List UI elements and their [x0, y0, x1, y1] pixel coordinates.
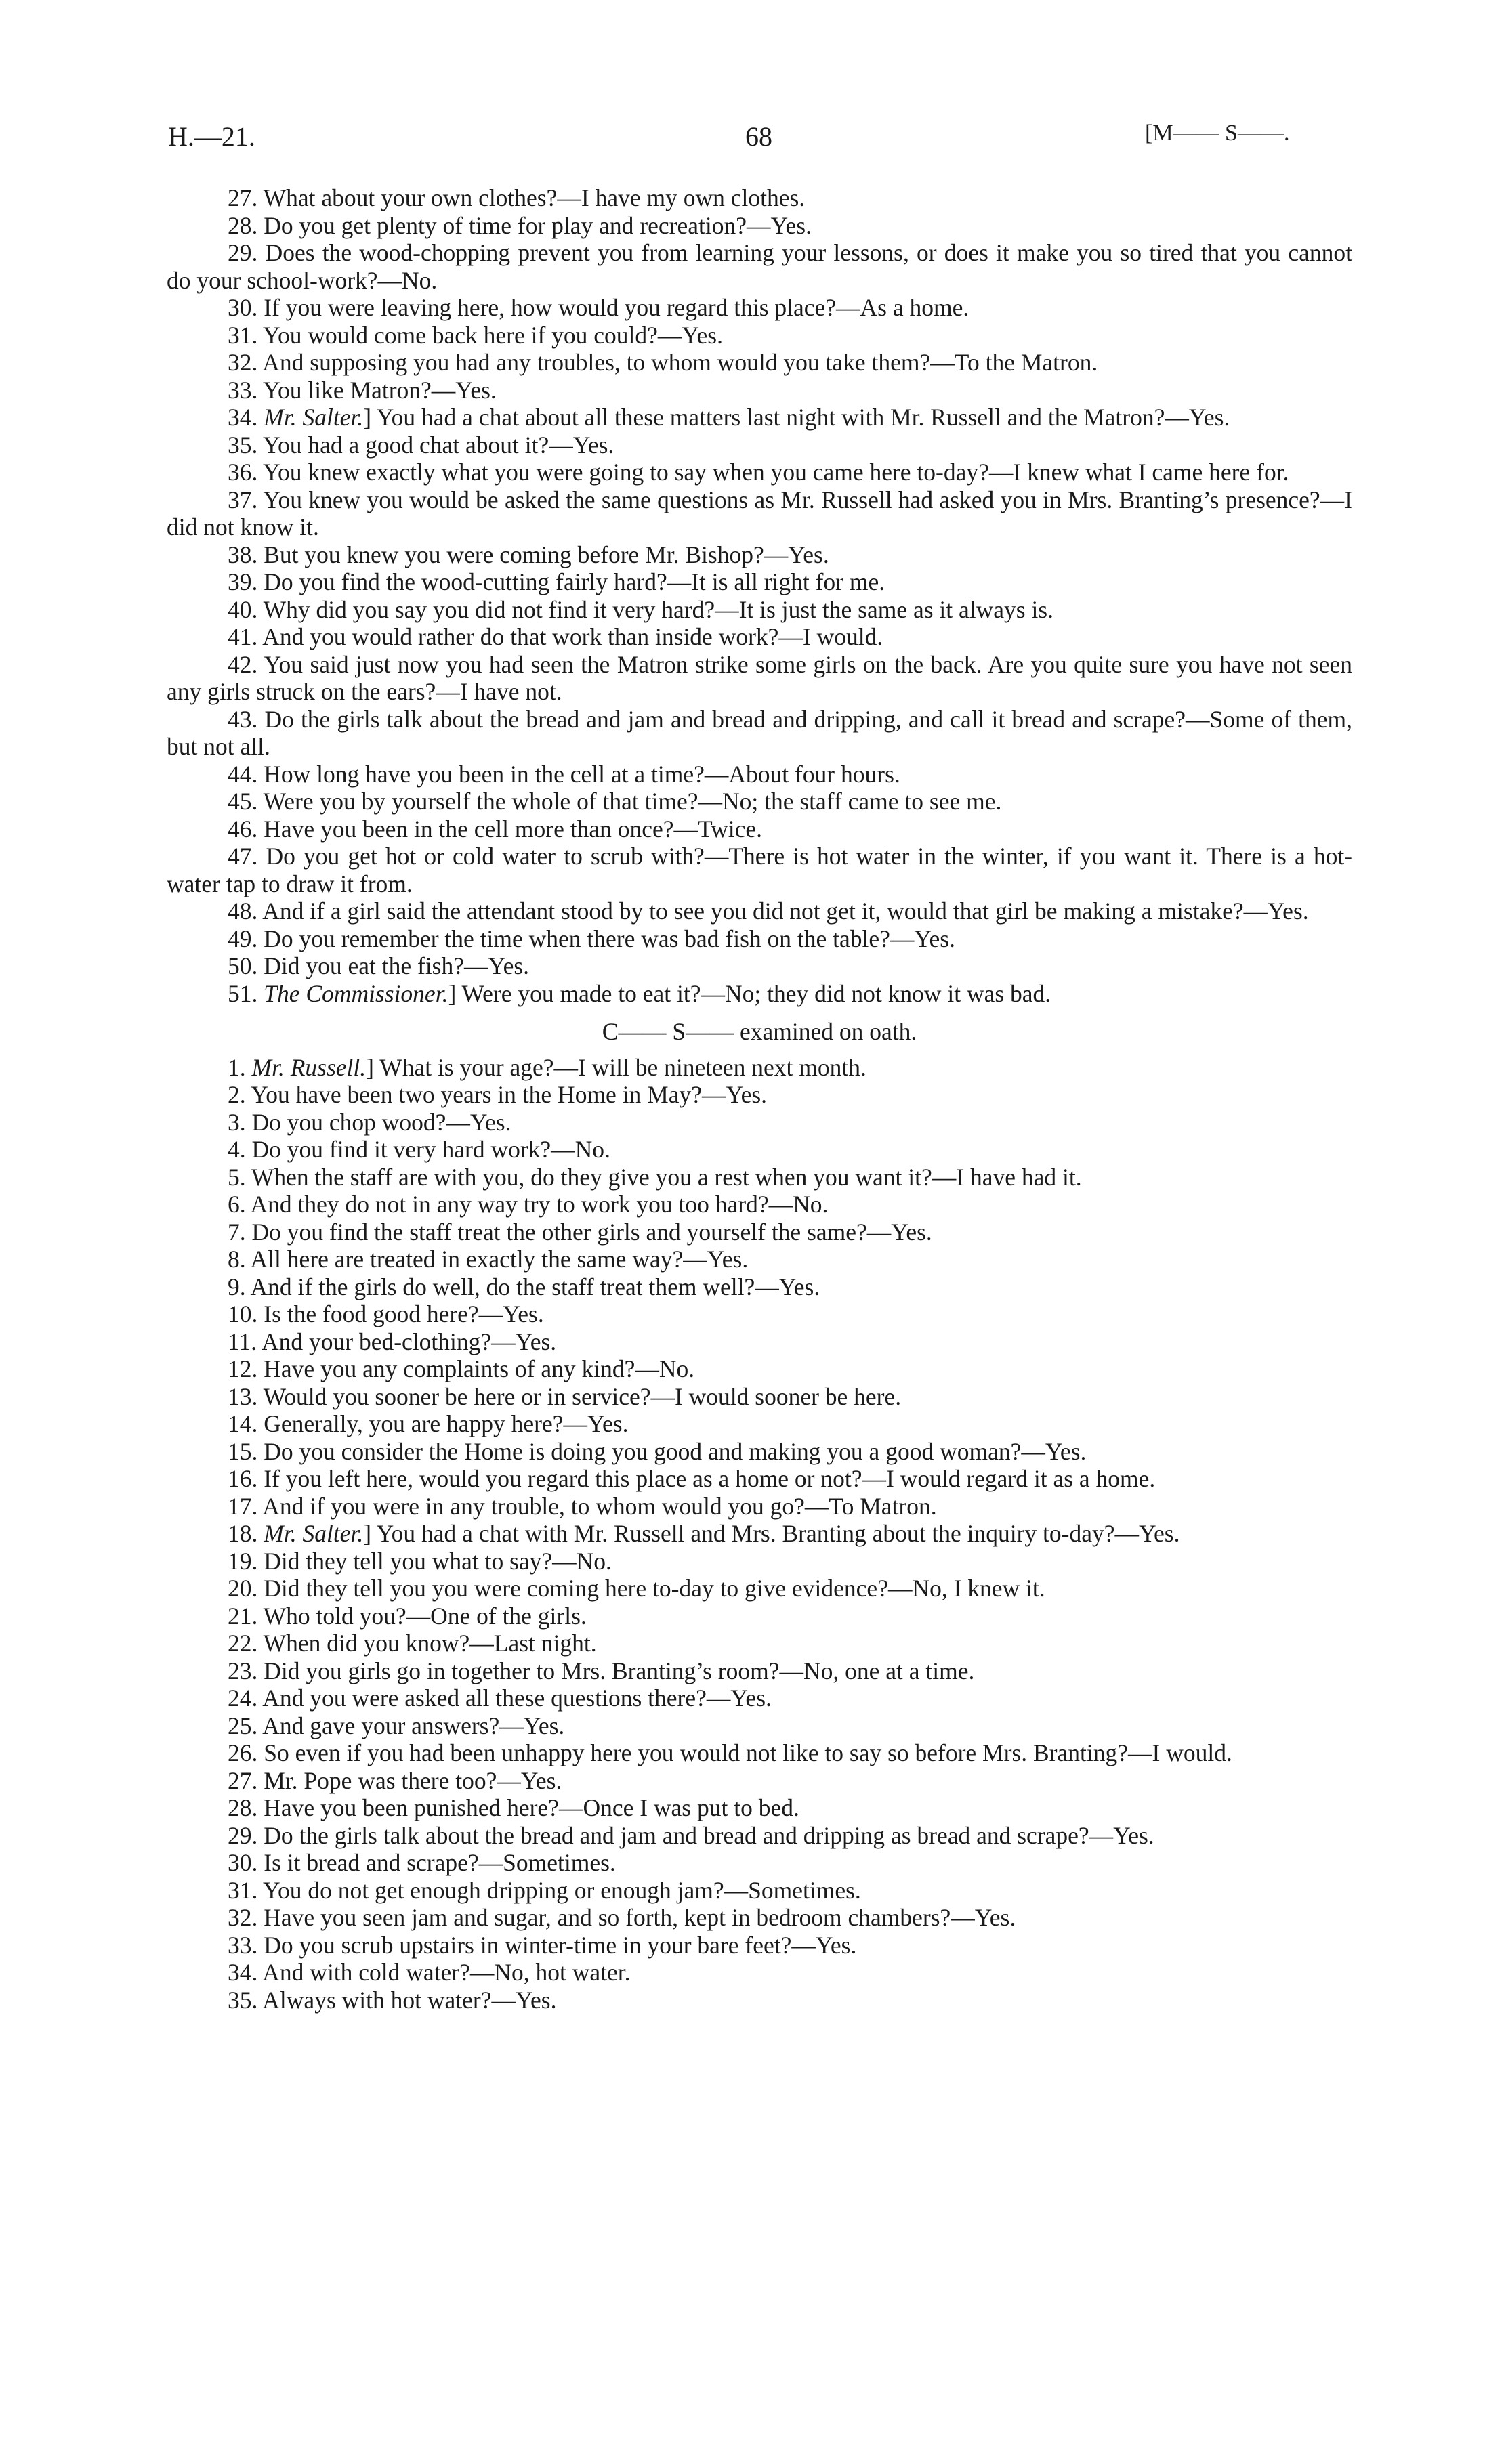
question-number: 46.: [228, 815, 258, 843]
question-answer-text: Why did you say you did not find it very hard?—It is just the same as it always is.: [263, 595, 1053, 623]
question-answer-text: When did you know?—Last night.: [263, 1630, 597, 1657]
question-number: 29.: [228, 1821, 258, 1849]
question-answer-text: And they do not in any way try to work you too hard?—No.: [250, 1191, 829, 1218]
speaker-name: Mr. Salter.: [264, 404, 364, 431]
question-answer-text: Generally, you are happy here?—Yes.: [264, 1410, 629, 1437]
question-answer-text: Have you seen jam and sugar, and so forth, kept in bedroom chambers?—Yes.: [264, 1904, 1016, 1931]
question-number: 51.: [228, 979, 258, 1007]
question-number: 29.: [228, 239, 258, 266]
question-number: 41.: [228, 623, 258, 650]
question-answer-text: Did you eat the fish?—Yes.: [264, 952, 530, 979]
question-answer-text: You knew exactly what you were going to say when you came here to-day?—I knew what I came here for.: [262, 459, 1289, 486]
testimony-paragraph: [167, 925, 1352, 953]
question-number: 11.: [228, 1327, 257, 1355]
testimony-paragraph: [167, 486, 1352, 541]
testimony-paragraph: [167, 843, 1352, 897]
question-number: 26.: [228, 1739, 258, 1766]
testimony-paragraph: [167, 706, 1352, 761]
question-number: 33.: [228, 376, 258, 404]
testimony-paragraph: [167, 1109, 1352, 1137]
testimony-paragraph: [167, 1300, 1352, 1328]
question-number: 6.: [228, 1191, 246, 1218]
question-answer-text: Who told you?—One of the girls.: [263, 1602, 587, 1630]
testimony-paragraph: [167, 1794, 1352, 1822]
question-number: 7.: [228, 1218, 246, 1246]
question-number: 20.: [228, 1575, 258, 1602]
question-answer-text: You do not get enough dripping or enough jam?—Sometimes.: [262, 1876, 861, 1904]
question-number: 14.: [228, 1410, 258, 1437]
question-answer-text: Did they tell you what to say?—No.: [264, 1547, 612, 1575]
question-number: 39.: [228, 568, 258, 595]
question-number: 4.: [228, 1136, 246, 1163]
question-answer-text: Is the food good here?—Yes.: [264, 1300, 544, 1327]
question-answer-text: Is it bread and scrape?—Sometimes.: [264, 1849, 616, 1876]
testimony-paragraph: [167, 1602, 1352, 1630]
question-answer-text: Do you find the wood-cutting fairly hard?—It is all right for me.: [264, 568, 885, 595]
question-number: 40.: [228, 595, 258, 623]
testimony-paragraph: 1. Mr. Russell.] What is your age?—I will be nineteen next month.: [228, 1053, 866, 1081]
testimony-paragraph: [167, 952, 1352, 980]
question-answer-text: Do you consider the Home is doing you good and making you a good woman?—Yes.: [264, 1437, 1087, 1465]
question-number: 31.: [228, 321, 258, 349]
question-number: 33.: [228, 1931, 258, 1959]
question-number: 28.: [228, 211, 258, 239]
testimony-paragraph: [167, 1932, 1352, 1959]
question-number: 28.: [228, 1794, 258, 1821]
question-answer-text: So even if you had been unhappy here you would not like to say so before Mrs. Branting?—I would.: [264, 1739, 1232, 1766]
question-answer-text: You like Matron?—Yes.: [262, 376, 497, 404]
testimony-paragraph: [167, 761, 1352, 788]
question-answer-text: What about your own clothes?—I have my own clothes.: [263, 184, 806, 211]
question-answer-text: Do you chop wood?—Yes.: [251, 1108, 511, 1136]
question-answer-text: You had a chat with Mr. Russell and Mrs. Branting about the inquiry to-day?—Yes.: [376, 1520, 1180, 1547]
testimony-paragraph: 34. Mr. Salter.] You had a chat about all these matters last night with Mr. Russell and the Matron?—Yes.: [228, 404, 1230, 431]
question-number: 34.: [228, 404, 258, 431]
question-answer-text: Do you find it very hard work?—No.: [251, 1136, 610, 1163]
question-answer-text: And you were asked all these questions there?—Yes.: [262, 1684, 772, 1712]
testimony-section-1: [167, 184, 1352, 1007]
testimony-paragraph: [167, 239, 1352, 294]
question-answer-text: Did you girls go in together to Mrs. Branting’s room?—No, one at a time.: [264, 1657, 975, 1684]
question-number: 15.: [228, 1437, 258, 1465]
question-answer-text: Do you scrub upstairs in winter-time in your bare feet?—Yes.: [264, 1931, 857, 1959]
question-number: 49.: [228, 925, 258, 952]
testimony-paragraph: [167, 788, 1352, 815]
testimony-paragraph: [167, 431, 1352, 459]
testimony-paragraph: 51. The Commissioner.] Were you made to eat it?—No; they did not know it was bad.: [228, 979, 1051, 1007]
question-number: 3.: [228, 1108, 246, 1136]
testimony-paragraph: [167, 1959, 1352, 1987]
question-number: 37.: [228, 486, 258, 513]
question-number: 2.: [228, 1081, 246, 1108]
question-answer-text: You had a good chat about it?—Yes.: [262, 431, 614, 459]
testimony-paragraph: [167, 349, 1352, 377]
testimony-paragraph: [167, 1136, 1352, 1164]
question-number: 25.: [228, 1712, 258, 1739]
question-answer-text: What is your age?—I will be nineteen next month.: [379, 1053, 866, 1081]
testimony-paragraph: [167, 1164, 1352, 1191]
question-answer-text: When the staff are with you, do they give you a rest when you want it?—I have had it.: [251, 1163, 1082, 1191]
question-number: 1.: [228, 1053, 246, 1081]
page-number: 68: [745, 121, 772, 152]
testimony-paragraph: [167, 541, 1352, 569]
header-reference: H.—21.: [168, 121, 255, 152]
question-answer-text: Do you find the staff treat the other girls and yourself the same?—Yes.: [251, 1218, 932, 1246]
question-number: 44.: [228, 760, 258, 788]
question-answer-text: And if you were in any trouble, to whom would you go?—To Matron.: [262, 1492, 937, 1520]
question-number: 35.: [228, 431, 258, 459]
testimony-paragraph: [167, 1438, 1352, 1466]
testimony-paragraph: [167, 1218, 1352, 1246]
question-number: 31.: [228, 1876, 258, 1904]
testimony-section-2: [167, 1054, 1352, 2014]
question-number: 16.: [228, 1465, 258, 1492]
testimony-body: [167, 184, 1352, 2014]
question-answer-text: If you left here, would you regard this place as a home or not?—I would regard it as a home.: [264, 1465, 1156, 1492]
question-answer-text: Do you get hot or cold water to scrub with?—There is hot water in the winter, if you want it. There is a hot-water tap to draw it from.: [167, 843, 1353, 897]
question-answer-text: Did they tell you you were coming here to-day to give evidence?—No, I knew it.: [264, 1575, 1045, 1602]
question-number: 23.: [228, 1657, 258, 1684]
question-answer-text: If you were leaving here, how would you regard this place?—As a home.: [264, 294, 969, 321]
testimony-paragraph: [167, 1383, 1352, 1411]
question-number: 9.: [228, 1273, 246, 1300]
testimony-paragraph: [167, 459, 1352, 486]
question-answer-text: You said just now you had seen the Matron strike some girls on the back. Are you quite sure you have not seen any girls struck on the ears?—I have not.: [167, 650, 1353, 705]
testimony-paragraph: [167, 623, 1352, 651]
testimony-paragraph: [167, 1191, 1352, 1218]
question-number: 38.: [228, 540, 258, 568]
testimony-paragraph: [167, 1548, 1352, 1575]
question-number: 18.: [228, 1520, 258, 1547]
question-number: 32.: [228, 1904, 258, 1931]
question-answer-text: And you would rather do that work than inside work?—I would.: [262, 623, 883, 650]
question-number: 12.: [228, 1355, 258, 1382]
testimony-paragraph: [167, 1712, 1352, 1740]
question-number: 47.: [228, 843, 258, 870]
question-answer-text: Does the wood-chopping prevent you from learning your lessons, or does it make you so tired that you cannot do your school-work?—No.: [167, 239, 1352, 294]
question-number: 27.: [228, 184, 258, 211]
question-answer-text: You had a chat about all these matters last night with Mr. Russell and the Matron?—Yes.: [376, 404, 1230, 431]
question-answer-text: Were you made to eat it?—No; they did not know it was bad.: [461, 979, 1051, 1007]
question-answer-text: Have you been punished here?—Once I was put to bed.: [264, 1794, 799, 1821]
testimony-paragraph: [167, 1493, 1352, 1521]
question-answer-text: But you knew you were coming before Mr. Bishop?—Yes.: [264, 540, 829, 568]
question-answer-text: Do the girls talk about the bread and jam and bread and dripping, and call it bread and scrape?—Some of them, but not all.: [167, 705, 1352, 760]
testimony-paragraph: [167, 1849, 1352, 1877]
question-number: 24.: [228, 1684, 258, 1712]
question-answer-text: Have you any complaints of any kind?—No.: [264, 1355, 695, 1382]
testimony-paragraph: [167, 1575, 1352, 1602]
question-number: 27.: [228, 1766, 258, 1794]
question-number: 32.: [228, 349, 258, 376]
testimony-paragraph: [167, 1904, 1352, 1932]
testimony-paragraph: [167, 1246, 1352, 1273]
question-number: 13.: [228, 1382, 258, 1410]
testimony-paragraph: [167, 651, 1352, 706]
question-number: 8.: [228, 1246, 246, 1273]
testimony-paragraph: [167, 1410, 1352, 1438]
question-answer-text: All here are treated in exactly the same way?—Yes.: [250, 1246, 749, 1273]
testimony-paragraph: [167, 1657, 1352, 1685]
question-answer-text: Were you by yourself the whole of that time?—No; the staff came to see me.: [263, 788, 1002, 815]
question-answer-text: And if the girls do well, do the staff treat them well?—Yes.: [250, 1273, 820, 1300]
question-number: 35.: [228, 1986, 258, 2014]
question-number: 30.: [228, 1849, 258, 1876]
question-number: 34.: [228, 1959, 258, 1986]
question-number: 19.: [228, 1547, 258, 1575]
testimony-paragraph: [167, 1465, 1352, 1493]
testimony-paragraph: [167, 1081, 1352, 1109]
question-number: 21.: [228, 1602, 258, 1630]
examination-heading: C—— S—— examined on oath.: [602, 1018, 917, 1045]
testimony-paragraph: [167, 294, 1352, 322]
testimony-paragraph: [167, 815, 1352, 843]
question-answer-text: And supposing you had any troubles, to whom would you take them?—To the Matron.: [262, 349, 1098, 376]
question-number: 10.: [228, 1300, 258, 1327]
question-answer-text: Have you been in the cell more than once?—Twice.: [264, 815, 763, 843]
testimony-paragraph: 18. Mr. Salter.] You had a chat with Mr. Russell and Mrs. Branting about the inquiry to-day?—Yes.: [228, 1520, 1180, 1547]
question-answer-text: Would you sooner be here or in service?—I would sooner be here.: [263, 1382, 902, 1410]
question-answer-text: You would come back here if you could?—Yes.: [262, 321, 723, 349]
testimony-paragraph: [167, 1877, 1352, 1905]
question-number: 5.: [228, 1163, 246, 1191]
speaker-name: Mr. Salter.: [264, 1520, 364, 1547]
question-number: 22.: [228, 1630, 258, 1657]
testimony-paragraph: [167, 1355, 1352, 1383]
question-answer-text: And gave your answers?—Yes.: [262, 1712, 565, 1739]
testimony-paragraph: [167, 1630, 1352, 1657]
question-answer-text: Mr. Pope was there too?—Yes.: [264, 1766, 562, 1794]
question-answer-text: And if a girl said the attendant stood by to see you did not get it, would that girl be making a mistake?—Yes.: [262, 897, 1309, 925]
testimony-paragraph: [167, 1739, 1352, 1767]
question-answer-text: How long have you been in the cell at a time?—About four hours.: [264, 760, 900, 788]
question-answer-text: Do the girls talk about the bread and jam and bread and dripping as bread and scrape?—Yes.: [264, 1821, 1154, 1849]
question-answer-text: You knew you would be asked the same questions as Mr. Russell had asked you in Mrs. Branting’s presence?—I did not know it.: [167, 486, 1352, 540]
testimony-paragraph: [167, 596, 1352, 624]
question-answer-text: And your bed-clothing?—Yes.: [261, 1327, 557, 1355]
header-witness: [M—— S——.: [1145, 121, 1290, 146]
testimony-paragraph: [167, 1328, 1352, 1356]
testimony-paragraph: [167, 1767, 1352, 1795]
question-number: 48.: [228, 897, 258, 925]
question-number: 36.: [228, 459, 258, 486]
question-answer-text: Always with hot water?—Yes.: [262, 1986, 557, 2014]
testimony-paragraph: [167, 322, 1352, 349]
testimony-paragraph: [167, 212, 1352, 240]
question-number: 30.: [228, 294, 258, 321]
question-answer-text: Do you remember the time when there was bad fish on the table?—Yes.: [264, 925, 955, 952]
question-answer-text: And with cold water?—No, hot water.: [262, 1959, 631, 1986]
question-number: 43.: [228, 705, 258, 733]
testimony-paragraph: [167, 1987, 1352, 2014]
testimony-paragraph: [167, 1684, 1352, 1712]
speaker-name: Mr. Russell.: [251, 1053, 367, 1081]
question-answer-text: You have been two years in the Home in May?—Yes.: [251, 1081, 768, 1108]
question-number: 17.: [228, 1492, 258, 1520]
question-number: 50.: [228, 952, 258, 979]
question-answer-text: Do you get plenty of time for play and recreation?—Yes.: [264, 211, 812, 239]
testimony-paragraph: [167, 1822, 1352, 1850]
testimony-paragraph: [167, 184, 1352, 212]
question-number: 45.: [228, 788, 258, 815]
testimony-paragraph: [167, 377, 1352, 404]
testimony-paragraph: [167, 1273, 1352, 1301]
testimony-paragraph: [167, 568, 1352, 596]
question-number: 42.: [228, 650, 258, 678]
testimony-paragraph: [167, 897, 1352, 925]
speaker-name: The Commissioner.: [264, 979, 448, 1007]
